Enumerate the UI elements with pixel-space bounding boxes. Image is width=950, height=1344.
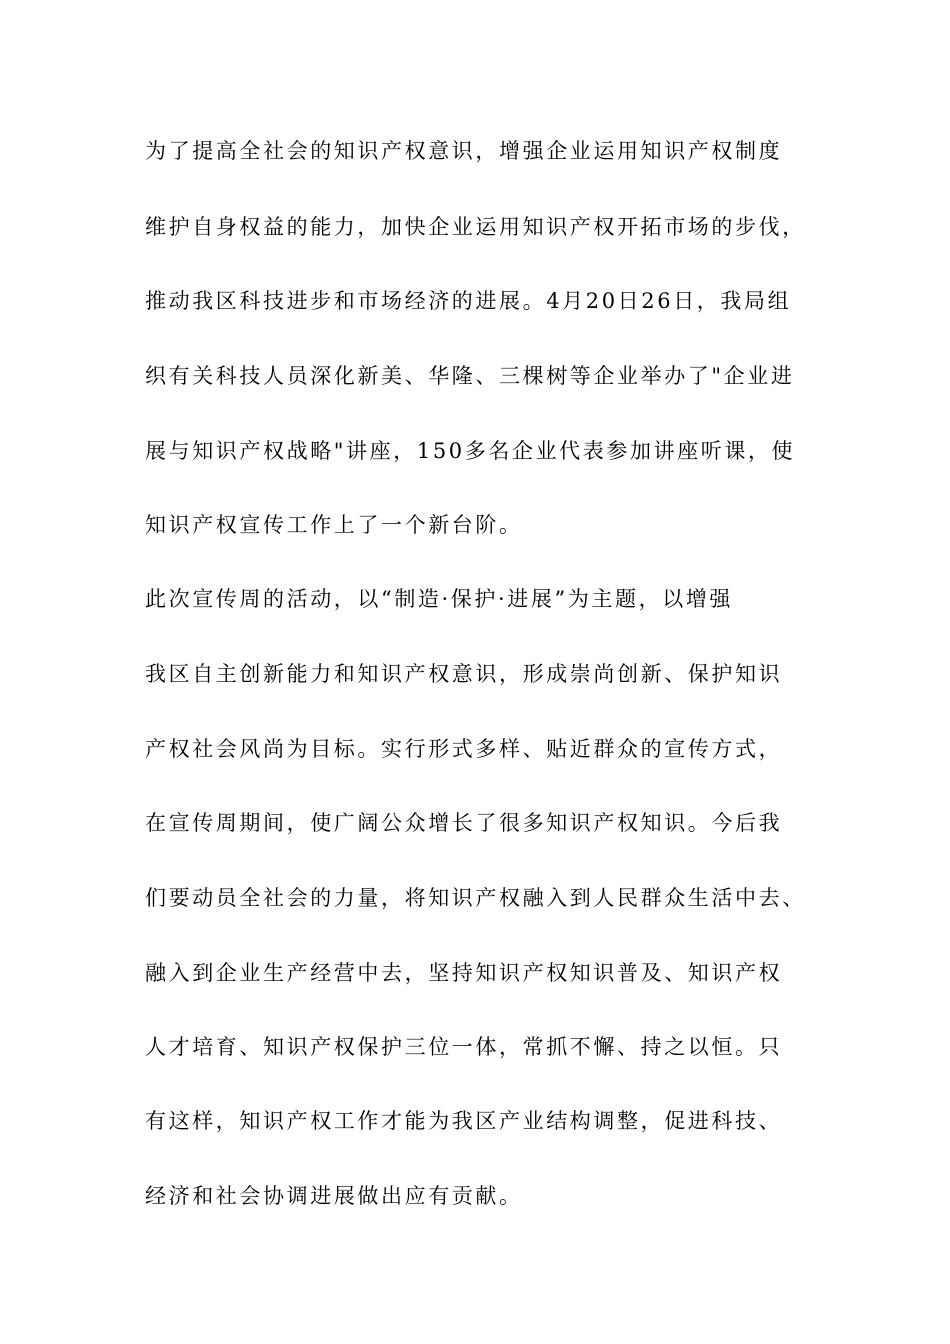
text-line: 在宣传周期间，使广阔公众增长了很多知识产权知识。今后我 [145,811,783,835]
text-line: 推动我区科技进步和市场经济的进展。4月20日26日，我局组 [145,289,792,313]
text-line: 人才培育、知识产权保护三位一体，常抓不懈、持之以恒。只 [145,1035,783,1059]
text-line: 此次宣传周的活动，以“制造·保护·进展”为主题，以增强 [145,587,734,611]
text-line: 产权社会风尚为目标。实行形式多样、贴近群众的宣传方式， [145,737,783,761]
text-line: 融入到企业生产经营中去，坚持知识产权知识普及、知识产权 [145,961,783,985]
text-line: 有这样，知识产权工作才能为我区产业结构调整，促进科技、 [145,1109,783,1133]
text-line: 们要动员全社会的力量，将知识产权融入到人民群众生活中去、 [145,886,806,910]
text-line: 我区自主创新能力和知识产权意识，形成崇尚创新、保护知识 [145,662,783,686]
text-line: 经济和社会协调进展做出应有贡献。 [145,1184,523,1208]
text-line: 展与知识产权战略"讲座，150多名企业代表参加讲座听课，使 [145,439,796,463]
text-line: 为了提高全社会的知识产权意识，增强企业运用知识产权制度 [145,139,783,163]
text-line: 织有关科技人员深化新美、华隆、三棵树等企业举办了"企业进 [145,364,795,388]
text-line: 知识产权宣传工作上了一个新台阶。 [145,513,523,537]
text-line: 维护自身权益的能力，加快企业运用知识产权开拓市场的步伐， [145,215,806,239]
